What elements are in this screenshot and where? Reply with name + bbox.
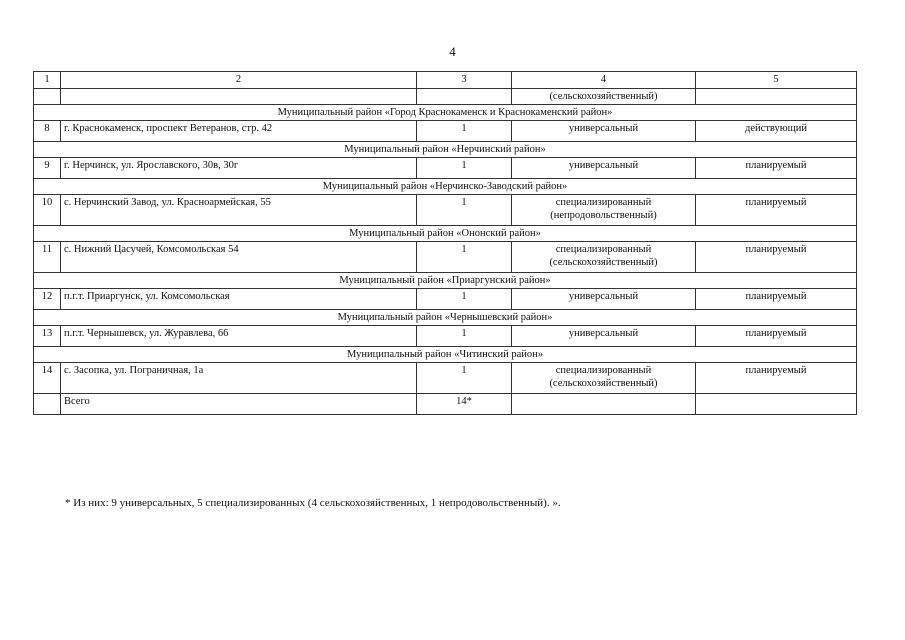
table-row [34,289,857,310]
row-number: 8 [34,121,61,142]
type-cell [512,121,696,142]
type-cell [512,242,696,273]
address-cell: г. Краснокаменск, проспект Ветеранов, стр. 42 [61,121,417,142]
address-cell: с. Нижний Цасучей, Комсомольская 54 [61,242,417,273]
row-number: 10 [34,195,61,226]
total-count: 14* [417,394,512,415]
district-row [34,347,857,363]
num-cell [34,394,61,415]
address-cell: с. Засопка, ул. Пограничная, 1а [61,363,417,394]
type-cell [512,363,696,394]
table-row [34,326,857,347]
status-cell: планируемый [696,242,857,273]
type-line: универсальный [568,328,639,339]
district-name: Муниципальный район «Ононский район» [34,226,857,242]
row-number: 12 [34,289,61,310]
count-cell: 1 [417,158,512,179]
address-cell: с. Нерчинский Завод, ул. Красноармейская, 55 [61,195,417,226]
total-row [34,394,857,415]
table-header-row [34,72,857,89]
count-cell: 1 [417,363,512,394]
header-cell: 2 [61,72,417,89]
count-cell: 1 [417,121,512,142]
status-cell: действующий [696,121,857,142]
total-label: Всего [61,394,417,415]
table-row [34,195,857,226]
status-cell: планируемый [696,289,857,310]
footnote: * Из них: 9 универсальных, 5 специализированных (4 сельскохозяйственных, 1 непродовольственный). ». [65,497,561,509]
district-name: Муниципальный район «Нерчинский район» [34,142,857,158]
table-row [34,363,857,394]
district-row [34,105,857,121]
markets-table [33,71,857,415]
type-line: универсальный [568,291,639,302]
count-cell: 1 [417,289,512,310]
count-cell [417,89,512,105]
district-name: Муниципальный район «Чернышевский район» [34,310,857,326]
type-cell [512,394,696,415]
num-cell [34,89,61,105]
type-subline: (непродовольственный) [550,210,657,221]
type-line: специализированный [555,365,652,376]
continuation-row [34,89,857,105]
type-line: специализированный [555,244,652,255]
district-row [34,310,857,326]
row-number: 9 [34,158,61,179]
count-cell: 1 [417,326,512,347]
header-cell: 1 [34,72,61,89]
type-line: универсальный [568,160,639,171]
district-row [34,226,857,242]
address-cell: п.г.т. Приаргунск, ул. Комсомольская [61,289,417,310]
type-subline: (сельскохозяйственный) [549,378,658,389]
header-cell: 5 [696,72,857,89]
count-cell: 1 [417,242,512,273]
district-row [34,179,857,195]
count-cell: 1 [417,195,512,226]
status-cell: планируемый [696,158,857,179]
table-row [34,242,857,273]
type-line: специализированный [555,197,652,208]
district-name: Муниципальный район «Город Краснокаменск и Краснокаменский район» [34,105,857,121]
type-line: универсальный [568,123,639,134]
type-cell [512,195,696,226]
address-cell: п.г.т. Чернышевск, ул. Журавлева, 66 [61,326,417,347]
page-number: 4 [449,44,456,59]
table-row [34,121,857,142]
row-number: 11 [34,242,61,273]
district-name: Муниципальный район «Читинский район» [34,347,857,363]
type-subline: (сельскохозяйственный) [549,257,658,268]
type-cell [512,326,696,347]
district-name: Муниципальный район «Нерчинско-Заводский район» [34,179,857,195]
status-cell: планируемый [696,326,857,347]
address-cell [61,89,417,105]
type-cell [512,158,696,179]
status-cell: планируемый [696,195,857,226]
header-cell: 3 [417,72,512,89]
status-cell [696,394,857,415]
status-cell [696,89,857,105]
header-cell: 4 [512,72,696,89]
type-cell: (сельскохозяйственный) [512,89,696,105]
status-cell: планируемый [696,363,857,394]
district-name: Муниципальный район «Приаргунский район» [34,273,857,289]
row-number: 13 [34,326,61,347]
district-row [34,273,857,289]
table-row [34,158,857,179]
address-cell: г. Нерчинск, ул. Ярославского, 30в, 30г [61,158,417,179]
district-row [34,142,857,158]
row-number: 14 [34,363,61,394]
type-cell [512,289,696,310]
